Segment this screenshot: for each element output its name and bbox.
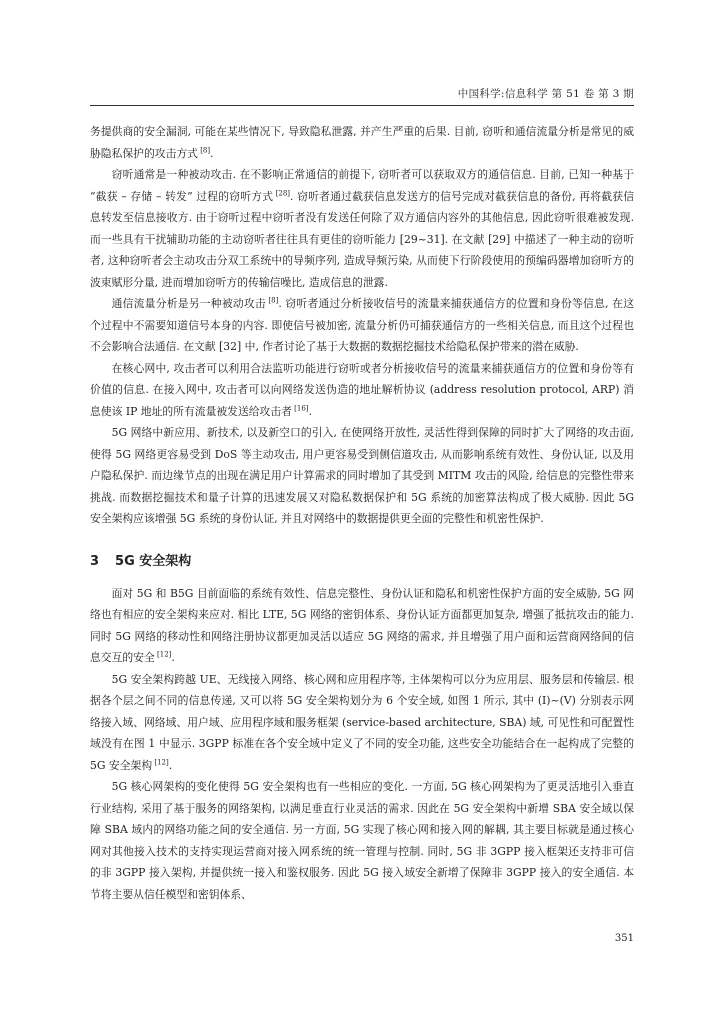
paragraph-text: 通信流量分析是另一种被动攻击 [111, 297, 266, 310]
citation: [16] [291, 403, 309, 412]
paragraph [90, 583, 634, 669]
paragraph-tail: . 窃听者通过截获信息发送方的信号完成对截获信息的备份, 再将截获信息转发至信息接收方. 由于窃听过程中窃听者没有发送任何除了双方通信内容外的其他信息, 因此窃听很难被发现. 而一些具有干扰辅助功能的主动窃听者往往具有更佳的窃听能力 [29~31]. 在文献 [29] 中描述了一种主动的窃听者, 这种窃听者会主动攻击分双工系统中的导频序列, 造成导频污染, 从而使下行阶段使用的预编码器增加窃听方的波束赋形分量, 进而增加窃听方的传输信噪比, 造成信息的泄露. [90, 189, 634, 289]
paragraph-text: 5G 安全架构跨越 UE、无线接入网络、核心网和应用程序等, 主体架构可以分为应用层、服务层和传输层. 根据各个层之间不同的信息传递, 又可以将 5G 安全架构划分为 6 个安全域, 如图 1 所示, 其中 (I)~(V) 分别表示网络接入域、网络域、用户域、应用程序域和服务框架 (service-based architecture, SBA) 域, 可见性和可配置性域没有在图 1 中显示. 3GPP 标准在各个安全域中定义了不同的安全功能, 这些安全功能结合在一起构成了完整的 5G 安全架构 [90, 672, 634, 772]
paragraph-tail: . [171, 651, 175, 664]
paragraph-text: 面对 5G 和 B5G 目前面临的系统有效性、信息完整性、身份认证和隐私和机密性保护方面的安全威胁, 5G 网络也有相应的安全架构来应对. 相比 LTE, 5G 网络的密钥体系、身份认证方面都更加复杂, 增强了抵抗攻击的能力. 同时 5G 网络的移动性和网络注册协议都更加灵活以适应 5G 网络的需求, 并且增强了用户面和运营商网络间的信息交互的安全 [90, 586, 634, 664]
paragraph [90, 776, 634, 905]
journal-info: 中国科学:信息科学 第 51 卷 第 3 期 [457, 88, 634, 100]
section-heading [90, 550, 634, 569]
paragraph-tail: . [210, 146, 214, 160]
paragraph [90, 422, 634, 530]
paragraphs-after-section [90, 583, 634, 906]
paragraph-tail: . [308, 404, 312, 418]
section-number: 3 [90, 553, 100, 569]
paragraph-text: 5G 核心网架构的变化使得 5G 安全架构也有一些相应的变化. 一方面, 5G 核心网架构为了更灵活地引入垂直行业结构, 采用了基于服务的网络架构, 以满足垂直行业灵活的需求. 因此在 5G 安全架构中新增 SBA 安全域以保障 SBA 域内的网络功能之间的安全通信. 另一方面, 5G 实现了核心网和接入网的解耦, 其主要目标就是通过核心网对其他接入技术的支持实现运营商对接入网系统的统一管理与控制. 同时, 5G 非 3GPP 接入框架还支持非可信的非 3GPP 接入架构, 并提供统一接入和鉴权服务. 因此 5G 接入域安全新增了保障非 3GPP 接入的安全通信. 本节将主要从信任模型和密钥体系、 [90, 780, 634, 901]
citation: [28] [273, 188, 291, 197]
section-title: 5G 安全架构 [115, 553, 192, 569]
citation: [12] [154, 650, 172, 659]
paragraph-tail: . [168, 758, 173, 772]
paragraph [90, 293, 634, 358]
paragraphs-before-section [90, 121, 634, 530]
paragraph [90, 358, 634, 423]
page-body [90, 121, 634, 905]
paragraph-text: 5G 网络中新应用、新技术, 以及新空口的引入, 在使网络开放性, 灵活性得到保障的同时扩大了网络的攻击面, 使得 5G 网络更容易受到 DoS 等主动攻击, 用户更容易受到侧信道攻击, 从而影响系统有效性、身份认证, 以及用户隐私保护. 而边缘节点的出现在满足用户计算需求的同时增加了其受到 MITM 攻击的风险, 给信息的完整性带来挑战. 而数据挖掘技术和量子计算的迅速发展又对隐私数据保护和 5G 系统的加密算法构成了极大威胁. 因此 5G 安全架构应该增强 5G 系统的身份认证, 并且对网络中的数据提供更全面的完整性和机密性保护. [90, 426, 634, 525]
header-rule [90, 105, 634, 106]
paragraph [90, 164, 634, 293]
paragraph-text: 窃听通常是一种被动攻击. 在不影响正常通信的前提下, 窃听者可以获取双方的通信信息. 目前, 已知一种基于 “截获 – 存储 – 转发” 过程的窃听方式 [90, 168, 634, 203]
paragraph [90, 121, 634, 164]
citation: [8] [265, 296, 279, 305]
page-number: 351 [614, 933, 634, 944]
paragraph-tail: . 窃听者通过分析接收信号的流量来捕获通信方的位置和身份等信息, 在这个过程中不需要知道信号本身的内容. 即使信号被加密, 流量分析仍可捕获通信方的一些相关信息, 而且这个过程也不会影响合法通信. 在文献 [32] 中, 作者讨论了基于大数据的数据挖掘技术给隐私保护带来的潜在威胁. [90, 297, 635, 353]
citation: [12] [152, 757, 169, 766]
running-header [90, 86, 634, 104]
citation: [8] [197, 145, 211, 154]
paragraph-text: 在核心网中, 攻击者可以利用合法监听功能进行窃听或者分析接收信号的流量来捕获通信方的位置和身份等有价值的信息. 在接入网中, 攻击者可以向网络发送伪造的地址解析协议 (address resolution protocol, ARP) 消息使该 IP 地址的所有流量被发送给攻击者 [90, 361, 634, 418]
paragraph-text: 务提供商的安全漏洞, 可能在某些情况下, 导致隐私泄露, 并产生严重的后果. 目前, 窃听和通信流量分析是常见的威胁隐私保护的攻击方式 [90, 125, 634, 160]
paragraph [90, 669, 634, 777]
